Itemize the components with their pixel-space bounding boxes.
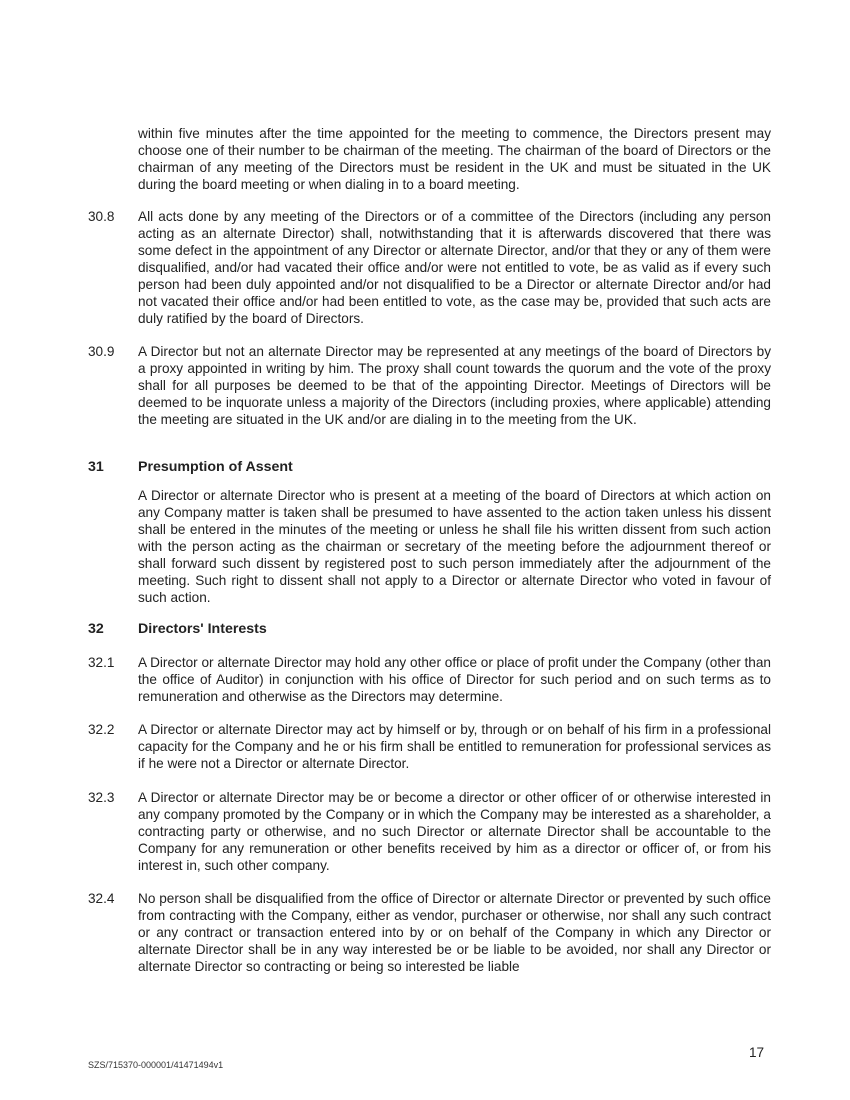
clause-text: A Director but not an alternate Director may be represented at any meetings of the board of Directors by a proxy appointed in writing by him. The proxy shall count towards the quorum and the vote of the proxy shall for all purposes be deemed to be that of the appointing Director. Meetings of Directors will be deemed to be inquorate unless a majority of the Directors (including proxies, where applicable) attending the meeting are situated in the UK and/or are dialing in to the meeting from the UK. [138, 344, 771, 427]
clause-32-1 [0, 654, 850, 705]
clause-30-8 [0, 208, 850, 327]
clause-number: 30.8 [88, 209, 115, 224]
clause-text: No person shall be disqualified from the office of Director or alternate Director or prevented by such office from contracting with the Company, either as vendor, purchaser or otherwise, nor shall any such contract or any contract or transaction entered into by or on behalf of the Company in which any Director or alternate Director shall be in any way interested be or be liable to be avoided, nor shall any Director or alternate Director so contracting or being so interested be liable [138, 891, 771, 974]
clause-number: 32.2 [88, 722, 115, 737]
section-number: 31 [88, 459, 104, 475]
clause-text: A Director or alternate Director may hold any other office or place of profit under the Company (other than the office of Auditor) in conjunction with his office of Director for such period and on such terms as to remuneration and otherwise as the Directors may determine. [138, 655, 771, 704]
section-number: 32 [88, 621, 104, 637]
clause-number: 32.3 [88, 790, 115, 805]
section-31-body [0, 487, 850, 606]
section-title: Directors' Interests [138, 621, 267, 637]
intro-paragraph-text: within five minutes after the time appointed for the meeting to commence, the Directors present may choose one of their number to be chairman of the meeting. The chairman of the board of Directors or the chairman of any meeting of the Directors must be resident in the UK and must be situated in the UK during the board meeting or when dialing in to a board meeting. [138, 126, 771, 192]
footer-document-reference: SZS/715370-000001/41471494v1 [88, 1060, 224, 1070]
page-number: 17 [749, 1045, 765, 1060]
clause-number: 32.1 [88, 655, 115, 670]
clause-32-4 [0, 890, 850, 975]
clause-number: 30.9 [88, 344, 115, 359]
clause-text: A Director or alternate Director may be or become a director or other officer of or otherwise interested in any company promoted by the Company or in which the Company may be interested as a shareholder, a contracting party or otherwise, and no such Director or alternate Director shall be accountable to the Company for any remuneration or other benefits received by him as a director or officer of, or from his interest in, such other company. [138, 790, 771, 873]
section-31-heading [88, 459, 788, 476]
clause-text: All acts done by any meeting of the Directors or of a committee of the Directors (including any person acting as an alternate Director) shall, notwithstanding that it is afterwards discovered that there was some defect in the appointment of any Director or alternate Director, and/or that they or any of them were disqualified, and/or had vacated their office and/or were not entitled to vote, be as valid as if every such person had been duly appointed and/or not disqualified to be a Director or alternate Director and/or had not vacated their office and/or had been entitled to vote, as the case may be, provided that such acts are duly ratified by the board of Directors. [138, 209, 771, 326]
clause-32-2 [0, 721, 850, 772]
section-32-heading [88, 621, 788, 638]
intro-paragraph [0, 125, 850, 193]
clause-text: A Director or alternate Director may act by himself or by, through or on behalf of his firm in a professional capacity for the Company and he or his firm shall be entitled to remuneration for professional services as if he were not a Director or alternate Director. [138, 722, 771, 771]
clause-32-3 [0, 789, 850, 874]
clause-number: 32.4 [88, 891, 115, 906]
section-title: Presumption of Assent [138, 459, 293, 475]
section-31-text: A Director or alternate Director who is present at a meeting of the board of Directors at which action on any Company matter is taken shall be presumed to have assented to the action taken unless his dissent shall be entered in the minutes of the meeting or unless he shall file his written dissent from such action with the person acting as the chairman or secretary of the meeting before the adjournment thereof or shall forward such dissent by registered post to such person immediately after the adjournment of the meeting. Such right to dissent shall not apply to a Director or alternate Director who voted in favour of such action. [138, 488, 771, 605]
clause-30-9 [0, 343, 850, 428]
